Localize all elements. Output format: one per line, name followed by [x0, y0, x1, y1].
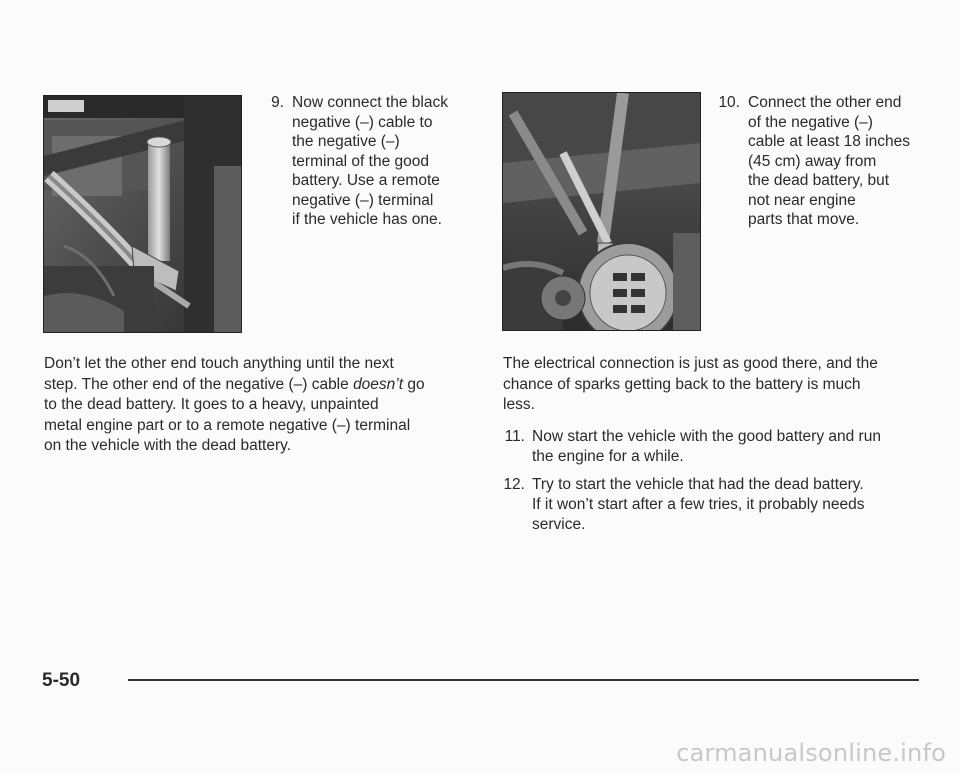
step-line: Try to start the vehicle that had the dead battery.	[532, 476, 864, 493]
step-line: the engine for a while.	[532, 448, 684, 465]
step-line: the dead battery, but	[748, 172, 890, 189]
left-paragraph	[44, 354, 474, 457]
step-text	[532, 475, 865, 535]
step-line: the negative (–)	[292, 133, 400, 150]
step-number: 12.	[503, 476, 525, 493]
watermark-link[interactable]: carmanualsonline.info	[676, 739, 946, 767]
step-line: if the vehicle has one.	[292, 211, 442, 228]
page-number: 5-50	[42, 670, 81, 691]
step-line: cable at least 18 inches	[748, 133, 910, 150]
paragraph-line: Don’t let the other end touch anything until the next	[44, 355, 394, 372]
step-line: Now connect the black	[292, 94, 448, 111]
footer-rule	[128, 679, 919, 681]
battery-clamp-photo	[43, 95, 242, 333]
paragraph-line: less.	[503, 396, 535, 413]
step-number: 11.	[504, 428, 525, 445]
text-segment: step. The other end of the negative (–) cable	[44, 375, 354, 393]
paragraph-line: chance of sparks getting back to the battery is much	[503, 375, 861, 393]
step-line: Connect the other end	[748, 94, 902, 111]
step-text	[292, 93, 448, 230]
step-text	[748, 93, 910, 230]
step-text	[532, 427, 881, 467]
battery-clamp-illustration	[44, 96, 241, 332]
step-number: 9.	[271, 94, 284, 111]
step-line: parts that move.	[748, 211, 860, 228]
step-line: of the negative (–)	[748, 113, 873, 131]
step-line: negative (–) cable to	[292, 113, 433, 131]
step-line: negative (–) terminal	[292, 191, 434, 209]
paragraph-line: The electrical connection is just as good there, and the	[503, 355, 878, 372]
step-line: service.	[532, 516, 586, 533]
emphasis-text: doesn’t	[353, 375, 404, 393]
step-line: terminal of the good	[292, 152, 430, 170]
paragraph-line	[44, 375, 474, 396]
paragraph-line: on the vehicle with the dead battery.	[44, 437, 292, 454]
right-paragraph	[503, 354, 933, 416]
step-line: If it won’t start after a few tries, it probably needs	[532, 496, 865, 513]
text-segment: go	[403, 375, 425, 393]
step-line: not near engine	[748, 191, 856, 209]
paragraph-line: to the dead battery. It goes to a heavy, unpainted	[44, 396, 379, 413]
step-line: battery. Use a remote	[292, 172, 440, 189]
alternator-clamp-illustration	[503, 93, 700, 330]
paragraph-line: metal engine part or to a remote negative (–) terminal	[44, 416, 411, 434]
alternator-clamp-photo	[502, 92, 701, 331]
step-number: 10.	[718, 94, 740, 111]
step-line: (45 cm) away from	[748, 152, 877, 170]
step-line: Now start the vehicle with the good battery and run	[532, 428, 881, 445]
